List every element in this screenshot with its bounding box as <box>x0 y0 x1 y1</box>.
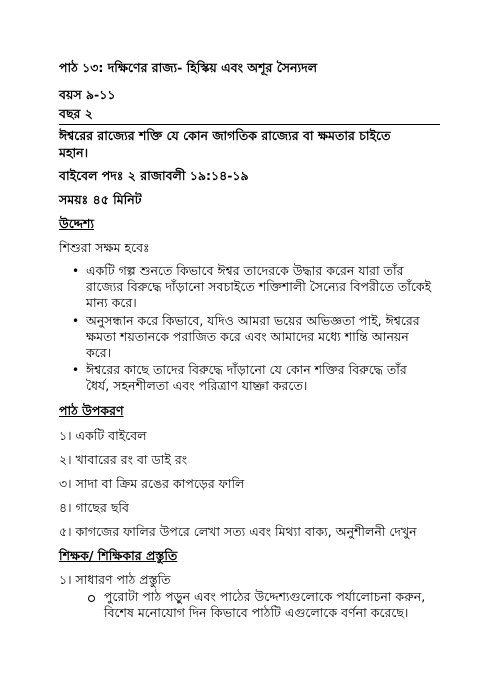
objective-intro: শিশুরা সক্ষম হবেঃ <box>59 240 150 255</box>
material-item: ৫। কাগজের ফালির উপরে লেখা সত্য এবং মিথ্যা বাক্য, অনুশীলনী দেখুন <box>59 524 417 539</box>
objective-item-line: ধৈর্য, সহনশীলতা এবং পরিত্রাণ যাচ্ঞা করতে। <box>86 378 308 393</box>
age-range: বয়স ৯-১১ <box>59 87 116 102</box>
bible-passage: বাইবেল পদঃ ২ রাজাবলী ১৯:১৪-১৯ <box>59 168 249 183</box>
objective-item-line: ঈশ্বরের কাছে তাদের বিরুদ্ধে দাঁড়ানো যে কোন শক্তির বিরুদ্ধে তাঁর <box>86 362 407 377</box>
bullet-icon: • <box>72 264 80 278</box>
material-item: ৩। সাদা বা ক্রিম রঙের কাপড়ের ফালি <box>59 476 245 491</box>
objective-item-line: মান্য করে। <box>86 295 137 310</box>
year-label: বছর ২ <box>59 106 93 121</box>
hollow-bullet-icon <box>88 595 95 602</box>
bullet-icon: • <box>72 363 80 377</box>
teacher-prep-heading: শিক্ষক/ শিক্ষিকার প্রস্তুতি <box>59 548 178 563</box>
objective-item-line: রাজ্যের বিরুদ্ধে দাঁড়ানো সবচাইতে শক্তিশালী সৈন্যের বিপরীতে তাঁকেই <box>86 279 432 294</box>
divider <box>59 124 440 125</box>
objective-item-line: ক্ষমতা শয়তানকে পরাজিত করে এবং আমাদের মধ্যে শান্তি আনয়ন <box>86 329 409 344</box>
duration: সময়ঃ ৪৫ মিনিট <box>59 192 142 207</box>
general-prep: ১। সাধারণ পাঠ প্রস্তুতি <box>59 572 171 587</box>
theme-line: মহান। <box>59 145 89 160</box>
objective-item-line: অনুসন্ধান করে কিভাবে, যদিও আমরা ভয়ের অভিজ্ঞতা পাই, ঈশ্বরের <box>86 313 420 328</box>
material-item: ২। খাবারের রং বা ডাই রং <box>59 452 188 467</box>
material-item: ১। একটি বাইবেল <box>59 428 147 443</box>
objective-item-line: একটি গল্প শুনতে কিভাবে ঈশ্বর তাদেরকে উদ্ধার করেন যারা তাঁর <box>86 263 404 278</box>
bullet-icon: • <box>72 314 80 328</box>
theme-line: ঈশ্বরের রাজ্যের শক্তি যে কোন জাগতিক রাজ্যের বা ক্ষমতার চাইতে <box>59 128 391 143</box>
material-item: ৪। গাছের ছবি <box>59 500 129 515</box>
lesson-title: পাঠ ১৩: দক্ষিণের রাজ্য- হিস্কিয় এবং অশূর সৈন্যদল <box>59 60 318 75</box>
materials-heading: পাঠ উপকরণ <box>59 403 124 418</box>
objective-item-line: করে। <box>86 345 112 360</box>
objective-heading: উদ্দেশ্য <box>59 216 95 231</box>
prep-sub-line: পুরোটা পাঠ পড়ুন এবং পাঠের উদ্দেশ্যগুলোকে পর্যালোচনা করুন, <box>104 589 426 604</box>
prep-sub-line: বিশেষ মনোযোগ দিন কিভাবে পাঠটি এগুলোকে বর্ণনা করেছে। <box>104 605 409 620</box>
